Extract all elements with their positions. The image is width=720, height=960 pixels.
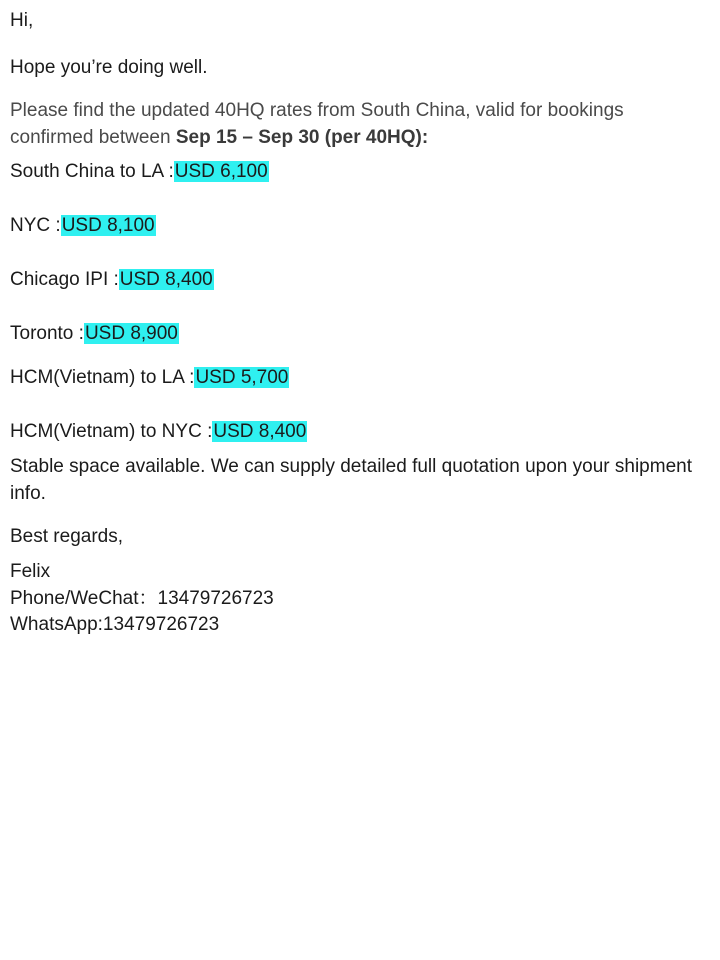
- wellwish-line: Hope you’re doing well.: [10, 57, 208, 78]
- rate-line: [10, 159, 269, 185]
- rate-price-highlight: USD 8,100: [61, 215, 155, 236]
- signature-name: Felix: [10, 561, 51, 582]
- rate-line: [10, 267, 214, 293]
- rate-price-highlight: USD 6,100: [174, 161, 268, 182]
- rate-line: [10, 365, 289, 391]
- rate-line: [10, 419, 307, 445]
- rate-price-highlight: USD 8,900: [84, 323, 178, 344]
- rate-price-highlight: USD 8,400: [213, 421, 307, 442]
- rate-line: [10, 321, 179, 347]
- rate-route: South China to LA :: [10, 161, 174, 182]
- rate-price-highlight: USD 8,400: [119, 269, 213, 290]
- closing-line: Best regards,: [10, 526, 123, 547]
- rate-route: NYC :: [10, 215, 61, 236]
- validity-period: Sep 15 – Sep 30 (per 40HQ):: [175, 127, 429, 148]
- intro-line-2: [10, 125, 428, 151]
- greeting: Hi,: [10, 10, 34, 31]
- intro-line-2-prefix: confirmed between: [10, 127, 176, 148]
- intro-line-1: Please find the updated 40HQ rates from South China, valid for bookings: [10, 100, 624, 121]
- signature-phone: Phone/WeChat：13479726723: [10, 588, 274, 609]
- signature-whatsapp: WhatsApp:13479726723: [10, 614, 220, 635]
- rate-route: HCM(Vietnam) to LA :: [10, 367, 195, 388]
- rate-route: Toronto :: [10, 323, 84, 344]
- availability-note: Stable space available. We can supply detailed full quotation upon your shipment info.: [10, 456, 692, 504]
- rate-price-highlight: USD 5,700: [195, 367, 289, 388]
- rate-route: Chicago IPI :: [10, 269, 119, 290]
- rate-route: HCM(Vietnam) to NYC :: [10, 421, 213, 442]
- rate-line: [10, 213, 156, 239]
